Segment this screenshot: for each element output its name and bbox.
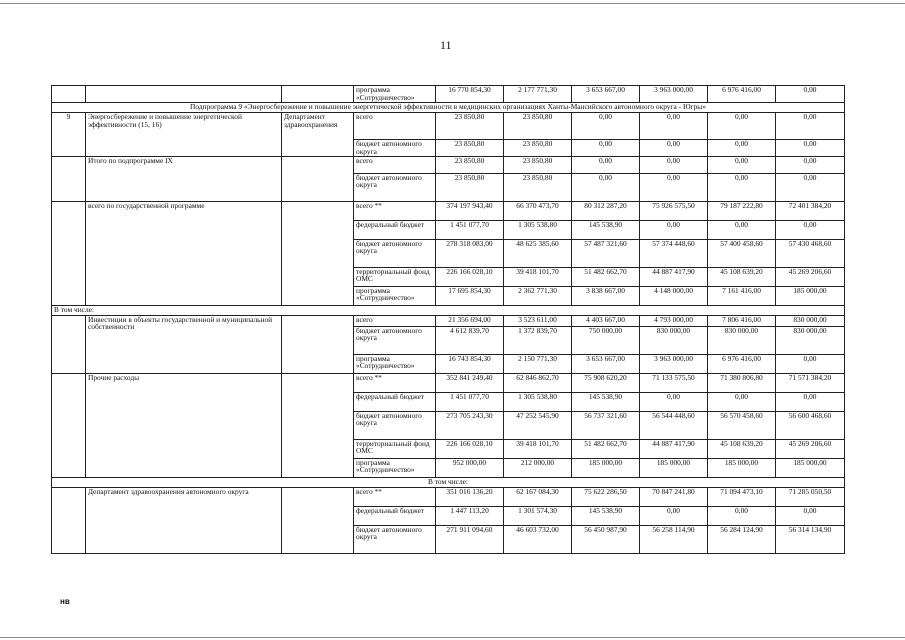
amount-cell: 273 705 243,30 xyxy=(436,411,504,439)
amount-cell: 71 285 050,50 xyxy=(776,487,845,506)
measure-name-cell: всего по государственной программе xyxy=(86,201,282,305)
amount-cell: 0,00 xyxy=(572,173,640,201)
row-number-cell xyxy=(52,487,86,553)
measure-name-cell: Департамент здравоохранения автономного округа xyxy=(86,487,282,553)
amount-cell: 62 846 862,70 xyxy=(504,373,572,392)
amount-cell: 45 269 206,60 xyxy=(776,267,845,286)
funding-source-cell: всего xyxy=(354,315,436,326)
amount-cell: 830 000,00 xyxy=(640,326,708,354)
amount-cell: 271 911 094,60 xyxy=(436,525,504,553)
amount-cell: 1 305 538,80 xyxy=(504,220,572,239)
amount-cell: 145 538,90 xyxy=(572,220,640,239)
budget-table xyxy=(51,85,845,554)
amount-cell: 185 000,00 xyxy=(776,458,845,477)
amount-cell: 185 000,00 xyxy=(776,286,845,305)
amount-cell: 0,00 xyxy=(708,173,776,201)
amount-cell: 4 148 000,00 xyxy=(640,286,708,305)
footer-mark: нв xyxy=(60,597,70,606)
amount-cell: 79 187 222,80 xyxy=(708,201,776,220)
section-header-row xyxy=(52,103,845,113)
amount-cell: 3 653 667,00 xyxy=(572,354,640,373)
amount-cell: 39 418 101,70 xyxy=(504,439,572,458)
amount-cell: 23 850,80 xyxy=(504,173,572,201)
amount-cell: 3 963 000,00 xyxy=(640,86,708,103)
amount-cell: 1 301 574,30 xyxy=(504,506,572,525)
amount-cell: 830 000,00 xyxy=(708,326,776,354)
amount-cell: 23 850,80 xyxy=(504,113,572,140)
amount-cell: 1 305 538,80 xyxy=(504,392,572,411)
funding-source-cell: федеральный бюджет xyxy=(354,220,436,239)
amount-cell: 75 908 620,20 xyxy=(572,373,640,392)
scan-bottom-edge xyxy=(0,637,905,638)
measure-name-cell: Прочие расходы xyxy=(86,373,282,477)
executor-cell xyxy=(282,373,354,477)
amount-cell: 57 374 448,60 xyxy=(640,239,708,267)
amount-cell: 45 269 206,60 xyxy=(776,439,845,458)
amount-cell: 56 737 321,60 xyxy=(572,411,640,439)
amount-cell: 0,00 xyxy=(640,113,708,140)
table-row xyxy=(52,113,845,140)
measure-name-cell: Энергосбережение и повышение энергетической эффективности (15, 16) xyxy=(86,113,282,157)
amount-cell: 56 600 468,60 xyxy=(776,411,845,439)
amount-cell: 16 770 854,30 xyxy=(436,86,504,103)
measure-name-cell xyxy=(86,86,282,103)
amount-cell: 0,00 xyxy=(776,113,845,140)
amount-cell: 0,00 xyxy=(776,392,845,411)
amount-cell: 185 000,00 xyxy=(640,458,708,477)
amount-cell: 56 544 448,60 xyxy=(640,411,708,439)
funding-source-cell: федеральный бюджет xyxy=(354,506,436,525)
section-header: Подпрограмма 9 «Энергосбережение и повышение энергетической эффективности в медицинских организациях Ханты-Мансийского автономного округа - Югры» xyxy=(52,103,845,113)
amount-cell: 352 841 249,40 xyxy=(436,373,504,392)
amount-cell: 952 000,00 xyxy=(436,458,504,477)
amount-cell: 23 850,80 xyxy=(436,156,504,173)
amount-cell: 0,00 xyxy=(776,86,845,103)
amount-cell: 0,00 xyxy=(708,506,776,525)
amount-cell: 1 447 113,20 xyxy=(436,506,504,525)
amount-cell: 16 743 854,30 xyxy=(436,354,504,373)
amount-cell: 0,00 xyxy=(776,354,845,373)
amount-cell: 145 538,90 xyxy=(572,392,640,411)
amount-cell: 145 538,90 xyxy=(572,506,640,525)
table-row xyxy=(52,201,845,220)
table-row xyxy=(52,487,845,506)
funding-source-cell: всего ** xyxy=(354,487,436,506)
amount-cell: 0,00 xyxy=(640,156,708,173)
amount-cell: 185 000,00 xyxy=(572,458,640,477)
amount-cell: 71 380 806,80 xyxy=(708,373,776,392)
amount-cell: 57 430 468,60 xyxy=(776,239,845,267)
amount-cell: 46 603 732,00 xyxy=(504,525,572,553)
amount-cell: 23 850,80 xyxy=(436,140,504,157)
amount-cell: 278 318 083,00 xyxy=(436,239,504,267)
section-header-row xyxy=(52,305,845,315)
amount-cell: 7 161 416,00 xyxy=(708,286,776,305)
executor-cell xyxy=(282,201,354,305)
amount-cell: 4 403 667,00 xyxy=(572,315,640,326)
amount-cell: 2 362 771,30 xyxy=(504,286,572,305)
amount-cell: 0,00 xyxy=(776,173,845,201)
amount-cell: 0,00 xyxy=(776,506,845,525)
amount-cell: 47 252 545,90 xyxy=(504,411,572,439)
amount-cell: 750 000,00 xyxy=(572,326,640,354)
amount-cell: 0,00 xyxy=(640,173,708,201)
executor-cell xyxy=(282,86,354,103)
funding-source-cell: территориальный фонд ОМС xyxy=(354,439,436,458)
row-number-cell: 9 xyxy=(52,113,86,157)
amount-cell: 71 133 575,50 xyxy=(640,373,708,392)
section-header: В том числе: xyxy=(52,477,845,487)
amount-cell: 3 963 000,00 xyxy=(640,354,708,373)
amount-cell: 226 166 028,10 xyxy=(436,439,504,458)
amount-cell: 39 418 101,70 xyxy=(504,267,572,286)
amount-cell: 51 482 662,70 xyxy=(572,439,640,458)
amount-cell: 21 356 694,00 xyxy=(436,315,504,326)
funding-source-cell: программа «Сотрудничество» xyxy=(354,458,436,477)
amount-cell: 45 108 639,20 xyxy=(708,267,776,286)
measure-name-cell: Итого по подпрограмме IX xyxy=(86,156,282,201)
funding-source-cell: программа «Сотрудничество» xyxy=(354,286,436,305)
amount-cell: 23 850,80 xyxy=(504,156,572,173)
amount-cell: 51 482 662,70 xyxy=(572,267,640,286)
executor-cell xyxy=(282,315,354,373)
amount-cell: 0,00 xyxy=(708,392,776,411)
amount-cell: 4 793 000,00 xyxy=(640,315,708,326)
amount-cell: 0,00 xyxy=(708,156,776,173)
amount-cell: 6 976 416,00 xyxy=(708,354,776,373)
amount-cell: 0,00 xyxy=(640,392,708,411)
measure-name-cell: Инвестиции в объекты государственной и муниципальной собственности xyxy=(86,315,282,373)
amount-cell: 17 695 854,30 xyxy=(436,286,504,305)
amount-cell: 44 887 417,90 xyxy=(640,267,708,286)
funding-source-cell: бюджет автономного округа xyxy=(354,326,436,354)
amount-cell: 56 570 458,60 xyxy=(708,411,776,439)
amount-cell: 3 653 667,00 xyxy=(572,86,640,103)
funding-source-cell: федеральный бюджет xyxy=(354,392,436,411)
amount-cell: 0,00 xyxy=(640,140,708,157)
amount-cell: 44 887 417,90 xyxy=(640,439,708,458)
funding-source-cell: бюджет автономного округа xyxy=(354,140,436,157)
amount-cell: 72 401 384,20 xyxy=(776,201,845,220)
amount-cell: 226 166 028,10 xyxy=(436,267,504,286)
funding-source-cell: всего ** xyxy=(354,201,436,220)
amount-cell: 351 016 136,20 xyxy=(436,487,504,506)
amount-cell: 185 000,00 xyxy=(708,458,776,477)
amount-cell: 6 976 416,00 xyxy=(708,86,776,103)
amount-cell: 0,00 xyxy=(572,140,640,157)
amount-cell: 2 177 771,30 xyxy=(504,86,572,103)
amount-cell: 7 806 416,00 xyxy=(708,315,776,326)
table-row xyxy=(52,86,845,103)
funding-source-cell: программа «Сотрудничество» xyxy=(354,354,436,373)
funding-source-cell: всего xyxy=(354,113,436,140)
amount-cell: 45 108 639,20 xyxy=(708,439,776,458)
amount-cell: 830 000,00 xyxy=(776,326,845,354)
amount-cell: 66 370 473,70 xyxy=(504,201,572,220)
amount-cell: 56 450 987,90 xyxy=(572,525,640,553)
funding-source-cell: бюджет автономного округа xyxy=(354,525,436,553)
amount-cell: 1 451 077,70 xyxy=(436,220,504,239)
amount-cell: 374 197 943,40 xyxy=(436,201,504,220)
amount-cell: 56 314 134,90 xyxy=(776,525,845,553)
amount-cell: 56 284 124,90 xyxy=(708,525,776,553)
funding-source-cell: бюджет автономного округа xyxy=(354,411,436,439)
amount-cell: 4 612 839,70 xyxy=(436,326,504,354)
amount-cell: 57 400 458,60 xyxy=(708,239,776,267)
funding-source-cell: всего xyxy=(354,156,436,173)
section-header-row xyxy=(52,477,845,487)
amount-cell: 57 487 321,60 xyxy=(572,239,640,267)
amount-cell: 71 571 384,20 xyxy=(776,373,845,392)
executor-cell xyxy=(282,156,354,201)
amount-cell: 0,00 xyxy=(640,506,708,525)
amount-cell: 0,00 xyxy=(776,140,845,157)
section-header: В том числе: xyxy=(52,305,845,315)
table-row xyxy=(52,156,845,173)
amount-cell: 3 523 611,00 xyxy=(504,315,572,326)
amount-cell: 0,00 xyxy=(572,156,640,173)
table-row xyxy=(52,315,845,326)
amount-cell: 1 451 077,70 xyxy=(436,392,504,411)
funding-source-cell: всего ** xyxy=(354,373,436,392)
row-number-cell xyxy=(52,315,86,373)
amount-cell: 56 258 114,90 xyxy=(640,525,708,553)
amount-cell: 71 094 473,10 xyxy=(708,487,776,506)
amount-cell: 0,00 xyxy=(708,113,776,140)
amount-cell: 23 850,80 xyxy=(436,113,504,140)
row-number-cell xyxy=(52,86,86,103)
amount-cell: 75 622 286,50 xyxy=(572,487,640,506)
funding-source-cell: программа «Сотрудничество» xyxy=(354,86,436,103)
executor-cell xyxy=(282,487,354,553)
amount-cell: 62 167 084,30 xyxy=(504,487,572,506)
table-row xyxy=(52,373,845,392)
amount-cell: 2 150 771,30 xyxy=(504,354,572,373)
amount-cell: 0,00 xyxy=(776,156,845,173)
amount-cell: 830 000,00 xyxy=(776,315,845,326)
row-number-cell xyxy=(52,201,86,305)
row-number-cell xyxy=(52,156,86,201)
amount-cell: 0,00 xyxy=(572,113,640,140)
amount-cell: 0,00 xyxy=(776,220,845,239)
funding-source-cell: бюджет автономного округа xyxy=(354,239,436,267)
amount-cell: 0,00 xyxy=(708,140,776,157)
amount-cell: 80 312 287,20 xyxy=(572,201,640,220)
amount-cell: 23 850,80 xyxy=(504,140,572,157)
amount-cell: 23 850,80 xyxy=(436,173,504,201)
amount-cell: 0,00 xyxy=(640,220,708,239)
amount-cell: 3 838 667,00 xyxy=(572,286,640,305)
funding-source-cell: бюджет автономного округа xyxy=(354,173,436,201)
amount-cell: 48 625 385,60 xyxy=(504,239,572,267)
row-number-cell xyxy=(52,373,86,477)
amount-cell: 70 847 241,80 xyxy=(640,487,708,506)
amount-cell: 75 926 575,50 xyxy=(640,201,708,220)
funding-source-cell: территориальный фонд ОМС xyxy=(354,267,436,286)
page-number: 11 xyxy=(440,38,452,52)
amount-cell: 1 372 839,70 xyxy=(504,326,572,354)
scan-top-edge xyxy=(0,3,905,4)
executor-cell: Департамент здравоохранения xyxy=(282,113,354,157)
amount-cell: 212 000,00 xyxy=(504,458,572,477)
amount-cell: 0,00 xyxy=(708,220,776,239)
